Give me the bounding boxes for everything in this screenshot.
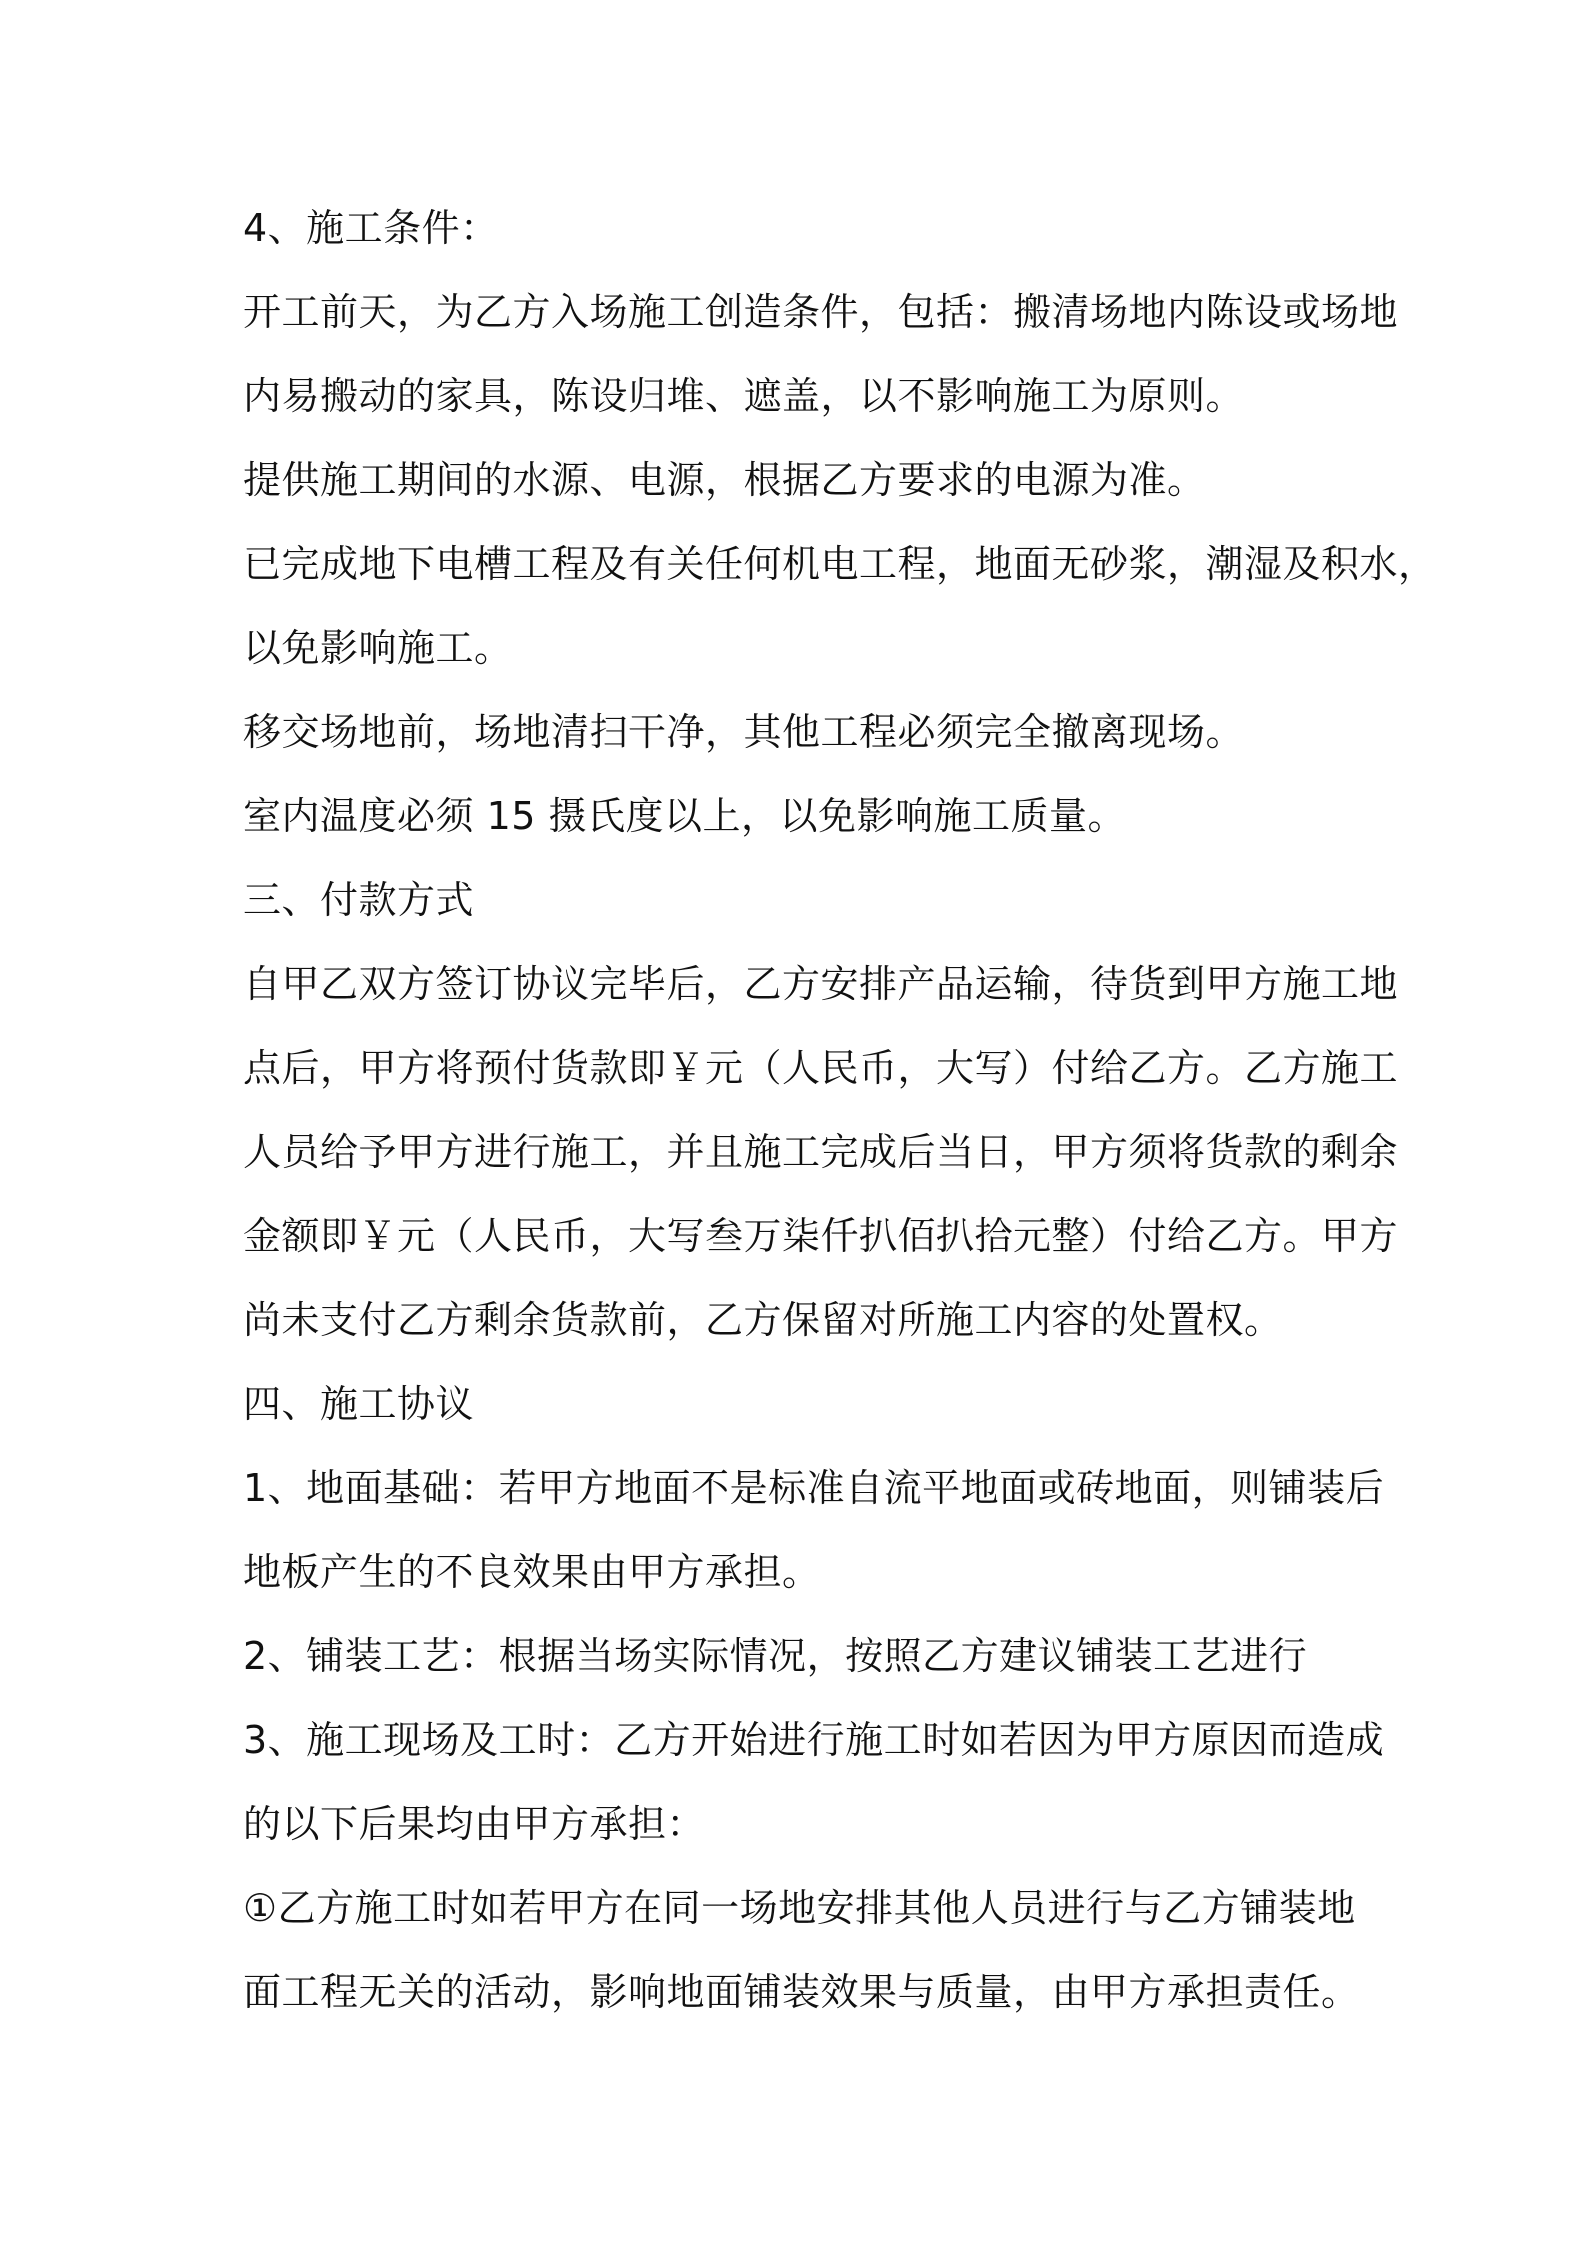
paragraph-line: 以免影响施工。 [243,626,513,670]
paragraph-line: 金额即￥元（人民币，大写叁万柒仟扒佰扒拾元整）付给乙方。甲方 [243,1214,1399,1258]
paragraph-line: 地板产生的不良效果由甲方承担。 [243,1550,821,1594]
paragraph-line: 自甲乙双方签订协议完毕后，乙方安排产品运输，待货到甲方施工地 [243,962,1399,1006]
paragraph-line: 面工程无关的活动，影响地面铺装效果与质量，由甲方承担责任。 [243,1970,1360,2014]
paragraph-line: 2、铺装工艺：根据当场实际情况，按照乙方建议铺装工艺进行 [243,1634,1308,1678]
paragraph-line: 移交场地前，场地清扫干净，其他工程必须完全撤离现场。 [243,710,1245,754]
paragraph-line: 内易搬动的家具，陈设归堆、遮盖，以不影响施工为原则。 [243,374,1245,418]
section-heading-construction-conditions: 4、施工条件： [243,206,499,250]
paragraph-line: 3、施工现场及工时：乙方开始进行施工时如若因为甲方原因而造成 [243,1718,1385,1762]
paragraph-line: 开工前天，为乙方入场施工创造条件，包括：搬清场地内陈设或场地 [243,290,1399,334]
paragraph-line: 的以下后果均由甲方承担： [243,1802,706,1846]
paragraph-line: 人员给予甲方进行施工，并且施工完成后当日，甲方须将货款的剩余 [243,1130,1399,1174]
section-heading-construction-agreement: 四、施工协议 [243,1382,475,1426]
paragraph-line: 尚未支付乙方剩余货款前，乙方保留对所施工内容的处置权。 [243,1298,1283,1342]
paragraph-line: 点后，甲方将预付货款即￥元（人民币，大写）付给乙方。乙方施工 [243,1046,1399,1090]
section-heading-payment-method: 三、付款方式 [243,878,475,922]
paragraph-line: 已完成地下电槽工程及有关任何机电工程，地面无砂浆，潮湿及积水， [243,542,1437,586]
paragraph-line: ①乙方施工时如若甲方在同一场地安排其他人员进行与乙方铺装地 [243,1886,1356,1930]
paragraph-line: 1、地面基础：若甲方地面不是标准自流平地面或砖地面，则铺装后 [243,1466,1385,1510]
paragraph-line: 提供施工期间的水源、电源，根据乙方要求的电源为准。 [243,458,1206,502]
paragraph-line: 室内温度必须 15 摄氏度以上，以免影响施工质量。 [243,794,1127,838]
